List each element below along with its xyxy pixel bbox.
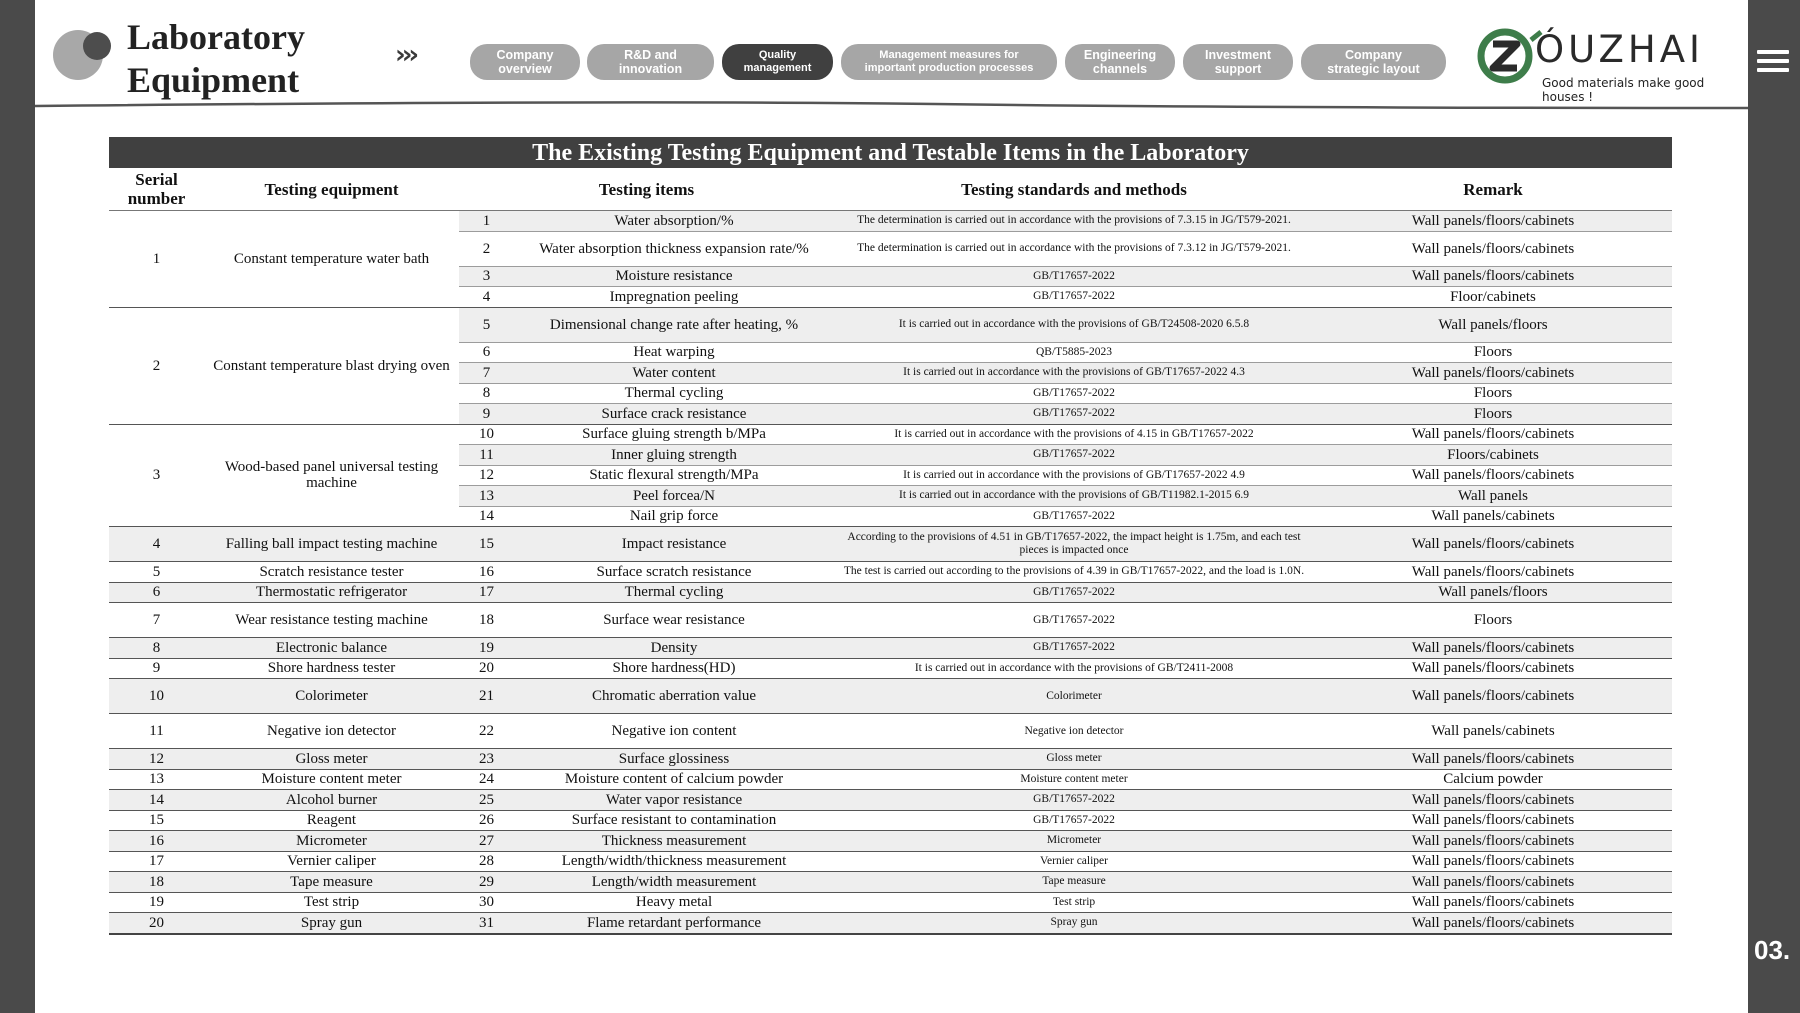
nav-investment-support[interactable] bbox=[1183, 44, 1293, 80]
cell-item-no: 30 bbox=[459, 892, 514, 913]
table-row bbox=[109, 562, 1672, 583]
cell-standard: GB/T17657-2022 bbox=[834, 582, 1314, 603]
cell-remark: Wall panels/floors/cabinets bbox=[1314, 231, 1672, 266]
cell-serial: 14 bbox=[109, 790, 204, 811]
table-row bbox=[109, 679, 1672, 714]
cell-serial: 15 bbox=[109, 810, 204, 831]
nav-label: support bbox=[1214, 62, 1262, 76]
cell-testing-item: Water vapor resistance bbox=[514, 790, 834, 811]
cell-item-no: 22 bbox=[459, 714, 514, 749]
cell-equipment: Constant temperature blast drying oven bbox=[204, 307, 459, 424]
table-row bbox=[109, 307, 1672, 342]
cell-standard: GB/T17657-2022 bbox=[834, 790, 1314, 811]
table-row bbox=[109, 851, 1672, 872]
cell-testing-item: Heavy metal bbox=[514, 892, 834, 913]
decorative-circle-small bbox=[83, 32, 111, 60]
cell-item-no: 13 bbox=[459, 486, 514, 507]
header bbox=[35, 0, 1748, 115]
cell-testing-item: Water content bbox=[514, 363, 834, 384]
cell-item-no: 27 bbox=[459, 831, 514, 852]
cell-standard: The test is carried out according to the provisions of 4.39 in GB/T17657-2022, and the load is 1.0N. bbox=[834, 562, 1314, 583]
cell-serial: 8 bbox=[109, 638, 204, 659]
cell-standard: Vernier caliper bbox=[834, 851, 1314, 872]
nav-label: channels bbox=[1092, 62, 1148, 76]
cell-remark: Wall panels/floors/cabinets bbox=[1314, 913, 1672, 934]
cell-item-no: 15 bbox=[459, 527, 514, 562]
table-row bbox=[109, 658, 1672, 679]
cell-equipment: Scratch resistance tester bbox=[204, 562, 459, 583]
cell-remark: Wall panels/floors/cabinets bbox=[1314, 851, 1672, 872]
cell-equipment: Reagent bbox=[204, 810, 459, 831]
cell-remark: Wall panels/floors/cabinets bbox=[1314, 424, 1672, 445]
cell-item-no: 11 bbox=[459, 445, 514, 466]
cell-standard: The determination is carried out in accordance with the provisions of 7.3.12 in JG/T579-2021. bbox=[834, 231, 1314, 266]
cell-standard: Moisture content meter bbox=[834, 769, 1314, 790]
cell-remark: Calcium powder bbox=[1314, 769, 1672, 790]
nav-label: overview bbox=[498, 62, 552, 76]
cell-testing-item: Shore hardness(HD) bbox=[514, 658, 834, 679]
table-row bbox=[109, 790, 1672, 811]
cell-standard: Colorimeter bbox=[834, 679, 1314, 714]
nav-label: Engineering bbox=[1083, 48, 1157, 62]
cell-testing-item: Surface crack resistance bbox=[514, 404, 834, 425]
right-sidebar bbox=[1748, 0, 1800, 1013]
table-row bbox=[109, 424, 1672, 445]
cell-remark: Wall panels/floors/cabinets bbox=[1314, 790, 1672, 811]
cell-item-no: 17 bbox=[459, 582, 514, 603]
cell-standard: GB/T17657-2022 bbox=[834, 445, 1314, 466]
table-row bbox=[109, 831, 1672, 852]
col-header-serial bbox=[109, 168, 204, 211]
cell-remark: Wall panels/floors bbox=[1314, 582, 1672, 603]
cell-serial: 7 bbox=[109, 603, 204, 638]
cell-item-no: 28 bbox=[459, 851, 514, 872]
cell-testing-item: Negative ion content bbox=[514, 714, 834, 749]
cell-testing-item: Water absorption thickness expansion rate/% bbox=[514, 231, 834, 266]
header-divider-curve bbox=[35, 98, 1748, 112]
cell-remark: Floors bbox=[1314, 383, 1672, 404]
cell-standard: The determination is carried out in accordance with the provisions of 7.3.15 in JG/T579-2021. bbox=[834, 211, 1314, 232]
cell-serial: 10 bbox=[109, 679, 204, 714]
cell-equipment: Wear resistance testing machine bbox=[204, 603, 459, 638]
page-title bbox=[127, 16, 305, 102]
cell-remark: Wall panels/floors/cabinets bbox=[1314, 749, 1672, 770]
page-title-line1: Laboratory bbox=[127, 17, 305, 57]
cell-remark: Floors bbox=[1314, 404, 1672, 425]
nav-management-measures[interactable] bbox=[841, 44, 1057, 80]
table-row bbox=[109, 527, 1672, 562]
nav-label: Investment bbox=[1205, 48, 1271, 62]
table-row bbox=[109, 892, 1672, 913]
table-row bbox=[109, 810, 1672, 831]
nav-label: Management measures for bbox=[879, 49, 1019, 61]
cell-serial: 5 bbox=[109, 562, 204, 583]
col-header-text: Serial bbox=[135, 170, 178, 189]
cell-equipment: Gloss meter bbox=[204, 749, 459, 770]
cell-standard: It is carried out in accordance with the provisions of GB/T17657-2022 4.3 bbox=[834, 363, 1314, 384]
table-title: The Existing Testing Equipment and Testable Items in the Laboratory bbox=[109, 137, 1672, 168]
cell-equipment: Wood-based panel universal testing machine bbox=[204, 424, 459, 527]
cell-remark: Wall panels/cabinets bbox=[1314, 714, 1672, 749]
cell-testing-item: Flame retardant performance bbox=[514, 913, 834, 934]
cell-remark: Wall panels/floors/cabinets bbox=[1314, 892, 1672, 913]
table-row bbox=[109, 603, 1672, 638]
cell-item-no: 10 bbox=[459, 424, 514, 445]
cell-serial: 1 bbox=[109, 211, 204, 308]
cell-testing-item: Nail grip force bbox=[514, 506, 834, 527]
col-header-equipment: Testing equipment bbox=[204, 168, 459, 211]
cell-remark: Wall panels/floors/cabinets bbox=[1314, 527, 1672, 562]
cell-standard: GB/T17657-2022 bbox=[834, 404, 1314, 425]
cell-serial: 2 bbox=[109, 307, 204, 424]
cell-standard: Gloss meter bbox=[834, 749, 1314, 770]
cell-remark: Floor/cabinets bbox=[1314, 287, 1672, 308]
cell-remark: Wall panels/floors/cabinets bbox=[1314, 679, 1672, 714]
cell-item-no: 21 bbox=[459, 679, 514, 714]
table-row bbox=[109, 913, 1672, 934]
cell-standard: GB/T17657-2022 bbox=[834, 603, 1314, 638]
cell-equipment: Electronic balance bbox=[204, 638, 459, 659]
cell-equipment: Colorimeter bbox=[204, 679, 459, 714]
cell-testing-item: Chromatic aberration value bbox=[514, 679, 834, 714]
cell-item-no: 2 bbox=[459, 231, 514, 266]
table-header-row bbox=[109, 168, 1672, 211]
cell-standard: According to the provisions of 4.51 in GB/T17657-2022, the impact height is 1.75m, and each test pieces is impacted once bbox=[834, 527, 1314, 562]
equipment-table-container bbox=[109, 137, 1672, 935]
table-row bbox=[109, 582, 1672, 603]
cell-remark: Wall panels/floors/cabinets bbox=[1314, 266, 1672, 287]
cell-item-no: 25 bbox=[459, 790, 514, 811]
cell-testing-item: Dimensional change rate after heating, % bbox=[514, 307, 834, 342]
cell-serial: 6 bbox=[109, 582, 204, 603]
cell-serial: 19 bbox=[109, 892, 204, 913]
cell-remark: Wall panels/floors/cabinets bbox=[1314, 810, 1672, 831]
cell-testing-item: Impregnation peeling bbox=[514, 287, 834, 308]
cell-testing-item: Surface scratch resistance bbox=[514, 562, 834, 583]
cell-equipment: Test strip bbox=[204, 892, 459, 913]
page-title-line2: Equipment bbox=[127, 60, 300, 100]
cell-remark: Wall panels bbox=[1314, 486, 1672, 507]
cell-testing-item: Thermal cycling bbox=[514, 383, 834, 404]
cell-remark: Floors bbox=[1314, 342, 1672, 363]
cell-remark: Wall panels/floors/cabinets bbox=[1314, 211, 1672, 232]
logo-text: ÓUZHAI bbox=[1535, 28, 1704, 71]
nav-label: R&D and bbox=[624, 48, 677, 62]
cell-remark: Wall panels/floors/cabinets bbox=[1314, 465, 1672, 486]
cell-item-no: 16 bbox=[459, 562, 514, 583]
col-header-standards: Testing standards and methods bbox=[834, 168, 1314, 211]
cell-standard: GB/T17657-2022 bbox=[834, 638, 1314, 659]
cell-standard: Micrometer bbox=[834, 831, 1314, 852]
cell-item-no: 4 bbox=[459, 287, 514, 308]
cell-testing-item: Length/width measurement bbox=[514, 872, 834, 893]
cell-standard: Test strip bbox=[834, 892, 1314, 913]
nav-company-overview[interactable] bbox=[470, 44, 580, 80]
cell-item-no: 1 bbox=[459, 211, 514, 232]
cell-testing-item: Surface gluing strength b/MPa bbox=[514, 424, 834, 445]
cell-remark: Wall panels/floors/cabinets bbox=[1314, 638, 1672, 659]
col-header-items: Testing items bbox=[459, 168, 834, 211]
table-row bbox=[109, 749, 1672, 770]
nav-label: innovation bbox=[618, 62, 683, 76]
nav-label: important production processes bbox=[864, 62, 1034, 74]
cell-item-no: 3 bbox=[459, 266, 514, 287]
cell-equipment: Moisture content meter bbox=[204, 769, 459, 790]
cell-remark: Wall panels/floors/cabinets bbox=[1314, 562, 1672, 583]
cell-serial: 9 bbox=[109, 658, 204, 679]
table-row bbox=[109, 714, 1672, 749]
cell-testing-item: Thickness measurement bbox=[514, 831, 834, 852]
nav-label: Company bbox=[1345, 48, 1402, 62]
cell-serial: 11 bbox=[109, 714, 204, 749]
table-row bbox=[109, 769, 1672, 790]
table-row bbox=[109, 872, 1672, 893]
cell-equipment: Shore hardness tester bbox=[204, 658, 459, 679]
cell-remark: Wall panels/floors/cabinets bbox=[1314, 658, 1672, 679]
col-header-text: number bbox=[127, 189, 186, 208]
nav-label: management bbox=[743, 62, 812, 74]
cell-item-no: 19 bbox=[459, 638, 514, 659]
cell-serial: 18 bbox=[109, 872, 204, 893]
cell-standard: Spray gun bbox=[834, 913, 1314, 934]
cell-testing-item: Impact resistance bbox=[514, 527, 834, 562]
cell-item-no: 8 bbox=[459, 383, 514, 404]
cell-remark: Wall panels/floors bbox=[1314, 307, 1672, 342]
cell-serial: 13 bbox=[109, 769, 204, 790]
slide-page bbox=[35, 0, 1748, 1013]
cell-testing-item: Inner gluing strength bbox=[514, 445, 834, 466]
cell-remark: Floors bbox=[1314, 603, 1672, 638]
cell-equipment: Spray gun bbox=[204, 913, 459, 934]
cell-remark: Wall panels/floors/cabinets bbox=[1314, 363, 1672, 384]
cell-equipment: Falling ball impact testing machine bbox=[204, 527, 459, 562]
cell-standard: It is carried out in accordance with the provisions of 4.15 in GB/T17657-2022 bbox=[834, 424, 1314, 445]
cell-testing-item: Water absorption/% bbox=[514, 211, 834, 232]
cell-equipment: Alcohol burner bbox=[204, 790, 459, 811]
cell-item-no: 7 bbox=[459, 363, 514, 384]
cell-standard: GB/T17657-2022 bbox=[834, 506, 1314, 527]
cell-equipment: Negative ion detector bbox=[204, 714, 459, 749]
logo-slogan: Good materials make good houses ! bbox=[1542, 76, 1705, 104]
cell-item-no: 26 bbox=[459, 810, 514, 831]
cell-item-no: 14 bbox=[459, 506, 514, 527]
cell-testing-item: Surface glossiness bbox=[514, 749, 834, 770]
cell-testing-item: Surface wear resistance bbox=[514, 603, 834, 638]
cell-remark: Floors/cabinets bbox=[1314, 445, 1672, 466]
cell-equipment: Tape measure bbox=[204, 872, 459, 893]
cell-standard: It is carried out in accordance with the provisions of GB/T2411-2008 bbox=[834, 658, 1314, 679]
cell-testing-item: Static flexural strength/MPa bbox=[514, 465, 834, 486]
cell-standard: GB/T17657-2022 bbox=[834, 287, 1314, 308]
table-row bbox=[109, 638, 1672, 659]
nav-label: Quality bbox=[758, 49, 797, 61]
cell-serial: 17 bbox=[109, 851, 204, 872]
cell-item-no: 5 bbox=[459, 307, 514, 342]
cell-remark: Wall panels/floors/cabinets bbox=[1314, 872, 1672, 893]
cell-testing-item: Thermal cycling bbox=[514, 582, 834, 603]
nav-label: Company bbox=[496, 48, 554, 62]
cell-standard: It is carried out in accordance with the provisions of GB/T24508-2020 6.5.8 bbox=[834, 307, 1314, 342]
nav-company-strategic-layout[interactable] bbox=[1301, 44, 1446, 80]
cell-equipment: Micrometer bbox=[204, 831, 459, 852]
hamburger-menu-icon[interactable] bbox=[1757, 50, 1789, 76]
col-header-remark: Remark bbox=[1314, 168, 1672, 211]
cell-item-no: 9 bbox=[459, 404, 514, 425]
nav-label: strategic layout bbox=[1327, 62, 1420, 76]
cell-item-no: 6 bbox=[459, 342, 514, 363]
chevron-arrows-icon: ››› bbox=[395, 40, 416, 70]
cell-standard: Negative ion detector bbox=[834, 714, 1314, 749]
cell-testing-item: Density bbox=[514, 638, 834, 659]
cell-testing-item: Length/width/thickness measurement bbox=[514, 851, 834, 872]
cell-serial: 16 bbox=[109, 831, 204, 852]
cell-serial: 3 bbox=[109, 424, 204, 527]
cell-standard: It is carried out in accordance with the provisions of GB/T17657-2022 4.9 bbox=[834, 465, 1314, 486]
cell-serial: 4 bbox=[109, 527, 204, 562]
equipment-table bbox=[109, 168, 1672, 935]
cell-item-no: 23 bbox=[459, 749, 514, 770]
nav-quality-management[interactable] bbox=[722, 44, 833, 80]
table-row bbox=[109, 211, 1672, 232]
table-body bbox=[109, 211, 1672, 934]
cell-standard: GB/T17657-2022 bbox=[834, 810, 1314, 831]
cell-standard: GB/T17657-2022 bbox=[834, 266, 1314, 287]
cell-equipment: Thermostatic refrigerator bbox=[204, 582, 459, 603]
nav-rd-innovation[interactable] bbox=[587, 44, 714, 80]
cell-equipment: Vernier caliper bbox=[204, 851, 459, 872]
cell-item-no: 12 bbox=[459, 465, 514, 486]
cell-testing-item: Moisture content of calcium powder bbox=[514, 769, 834, 790]
cell-testing-item: Heat warping bbox=[514, 342, 834, 363]
cell-serial: 12 bbox=[109, 749, 204, 770]
cell-testing-item: Surface resistant to contamination bbox=[514, 810, 834, 831]
cell-remark: Wall panels/floors/cabinets bbox=[1314, 831, 1672, 852]
cell-equipment: Constant temperature water bath bbox=[204, 211, 459, 308]
page-number: 03. bbox=[1754, 935, 1791, 965]
cell-testing-item: Peel forcea/N bbox=[514, 486, 834, 507]
cell-testing-item: Moisture resistance bbox=[514, 266, 834, 287]
cell-item-no: 20 bbox=[459, 658, 514, 679]
cell-serial: 20 bbox=[109, 913, 204, 934]
cell-item-no: 24 bbox=[459, 769, 514, 790]
cell-standard: GB/T17657-2022 bbox=[834, 383, 1314, 404]
cell-standard: Tape measure bbox=[834, 872, 1314, 893]
cell-remark: Wall panels/cabinets bbox=[1314, 506, 1672, 527]
cell-item-no: 31 bbox=[459, 913, 514, 934]
cell-item-no: 29 bbox=[459, 872, 514, 893]
cell-standard: QB/T5885-2023 bbox=[834, 342, 1314, 363]
cell-item-no: 18 bbox=[459, 603, 514, 638]
cell-standard: It is carried out in accordance with the provisions of GB/T11982.1-2015 6.9 bbox=[834, 486, 1314, 507]
nav-engineering-channels[interactable] bbox=[1065, 44, 1175, 80]
